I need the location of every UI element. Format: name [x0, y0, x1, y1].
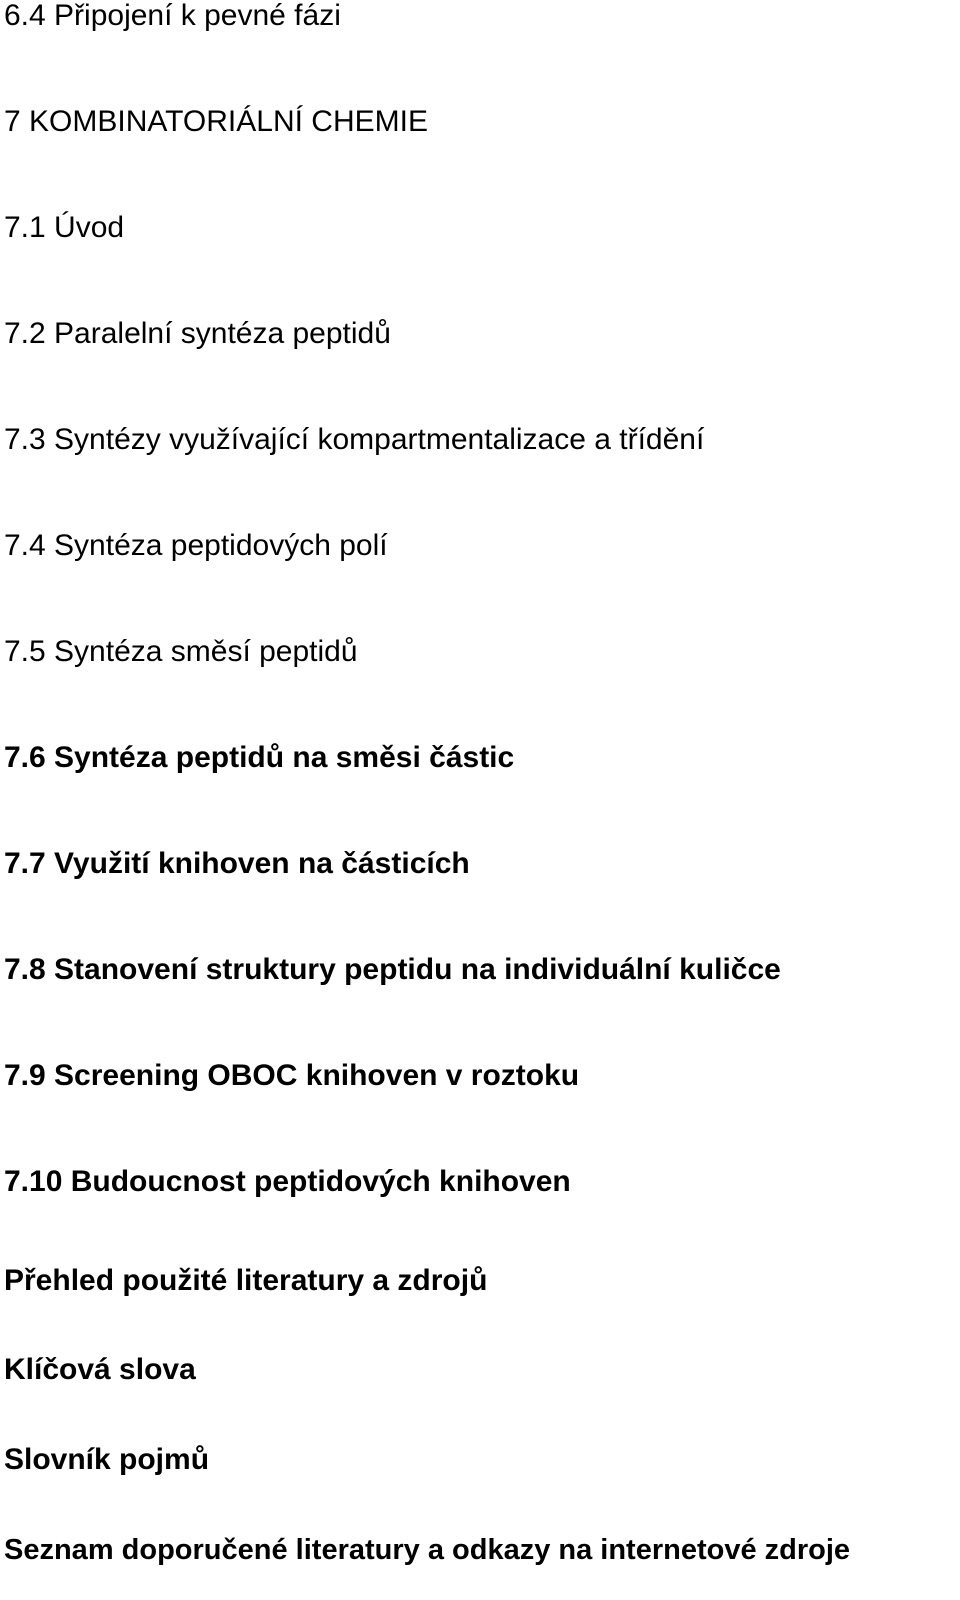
- toc-entry-7-6: 7.6 Syntéza peptidů na směsi částic: [4, 741, 515, 774]
- toc-entry-7: 7 KOMBINATORIÁLNÍ CHEMIE: [4, 105, 428, 138]
- toc-entry-bibliography: Přehled použité literatury a zdrojů: [4, 1264, 488, 1297]
- toc-entry-6-4: 6.4 Připojení k pevné fázi: [4, 0, 341, 32]
- toc-entry-7-4: 7.4 Syntéza peptidových polí: [4, 529, 388, 562]
- toc-entry-7-1: 7.1 Úvod: [4, 211, 125, 244]
- toc-entry-glossary: Slovník pojmů: [4, 1443, 210, 1476]
- toc-entry-7-8: 7.8 Stanovení struktury peptidu na individuální kuličce: [4, 953, 781, 986]
- toc-entry-7-9: 7.9 Screening OBOC knihoven v roztoku: [4, 1059, 580, 1092]
- toc-entry-7-7: 7.7 Využití knihoven na částicích: [4, 847, 470, 880]
- toc-entry-keywords: Klíčová slova: [4, 1353, 196, 1386]
- toc-entry-recommended-literature: Seznam doporučené literatury a odkazy na internetové zdroje: [4, 1534, 851, 1566]
- toc-entry-7-5: 7.5 Syntéza směsí peptidů: [4, 635, 358, 668]
- toc-entry-7-3: 7.3 Syntézy využívající kompartmentalizace a třídění: [4, 423, 705, 456]
- toc-entry-7-2: 7.2 Paralelní syntéza peptidů: [4, 317, 391, 350]
- toc-entry-7-10: 7.10 Budoucnost peptidových knihoven: [4, 1165, 571, 1198]
